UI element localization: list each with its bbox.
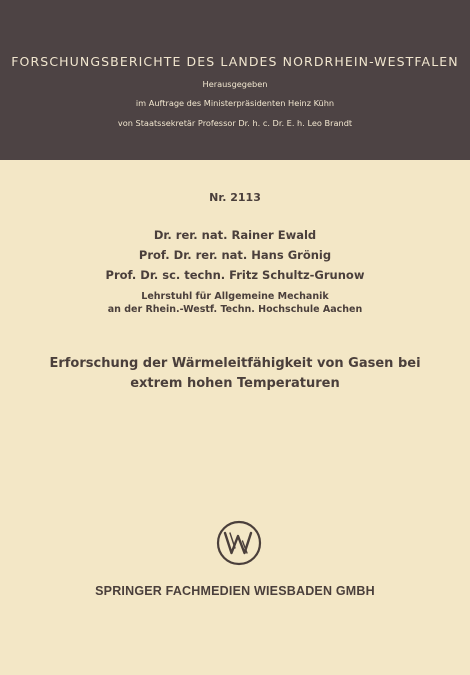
author-2: Prof. Dr. rer. nat. Hans Grönig	[138, 248, 332, 262]
book-title-line-2: extrem hohen Temperaturen	[130, 376, 340, 391]
editor-line-1: Herausgegeben	[202, 79, 268, 89]
editor-line-3: von Staatssekretär Professor Dr. h. c. Dr. E. h. Leo Brandt	[117, 118, 353, 128]
report-number: Nr. 2113	[209, 191, 261, 204]
institution-line-2: an der Rhein.-Westf. Techn. Hochschule Aachen	[107, 304, 363, 315]
series-title: FORSCHUNGSBERICHTE DES LANDES NORDRHEIN-WESTFALEN	[11, 54, 459, 69]
cover-header-band	[0, 0, 470, 160]
author-3: Prof. Dr. sc. techn. Fritz Schultz-Grunow	[105, 268, 365, 282]
book-title-line-1: Erforschung der Wärmeleitfähigkeit von Gasen bei	[49, 356, 421, 371]
institution-line-1: Lehrstuhl für Allgemeine Mechanik	[141, 291, 329, 302]
author-1: Dr. rer. nat. Rainer Ewald	[153, 228, 317, 242]
springer-vw-monogram-icon	[216, 520, 262, 566]
publisher-name: SPRINGER FACHMEDIEN WIESBADEN GMBH	[95, 584, 375, 598]
editor-line-2: im Auftrage des Ministerpräsidenten Heinz Kühn	[135, 98, 335, 108]
